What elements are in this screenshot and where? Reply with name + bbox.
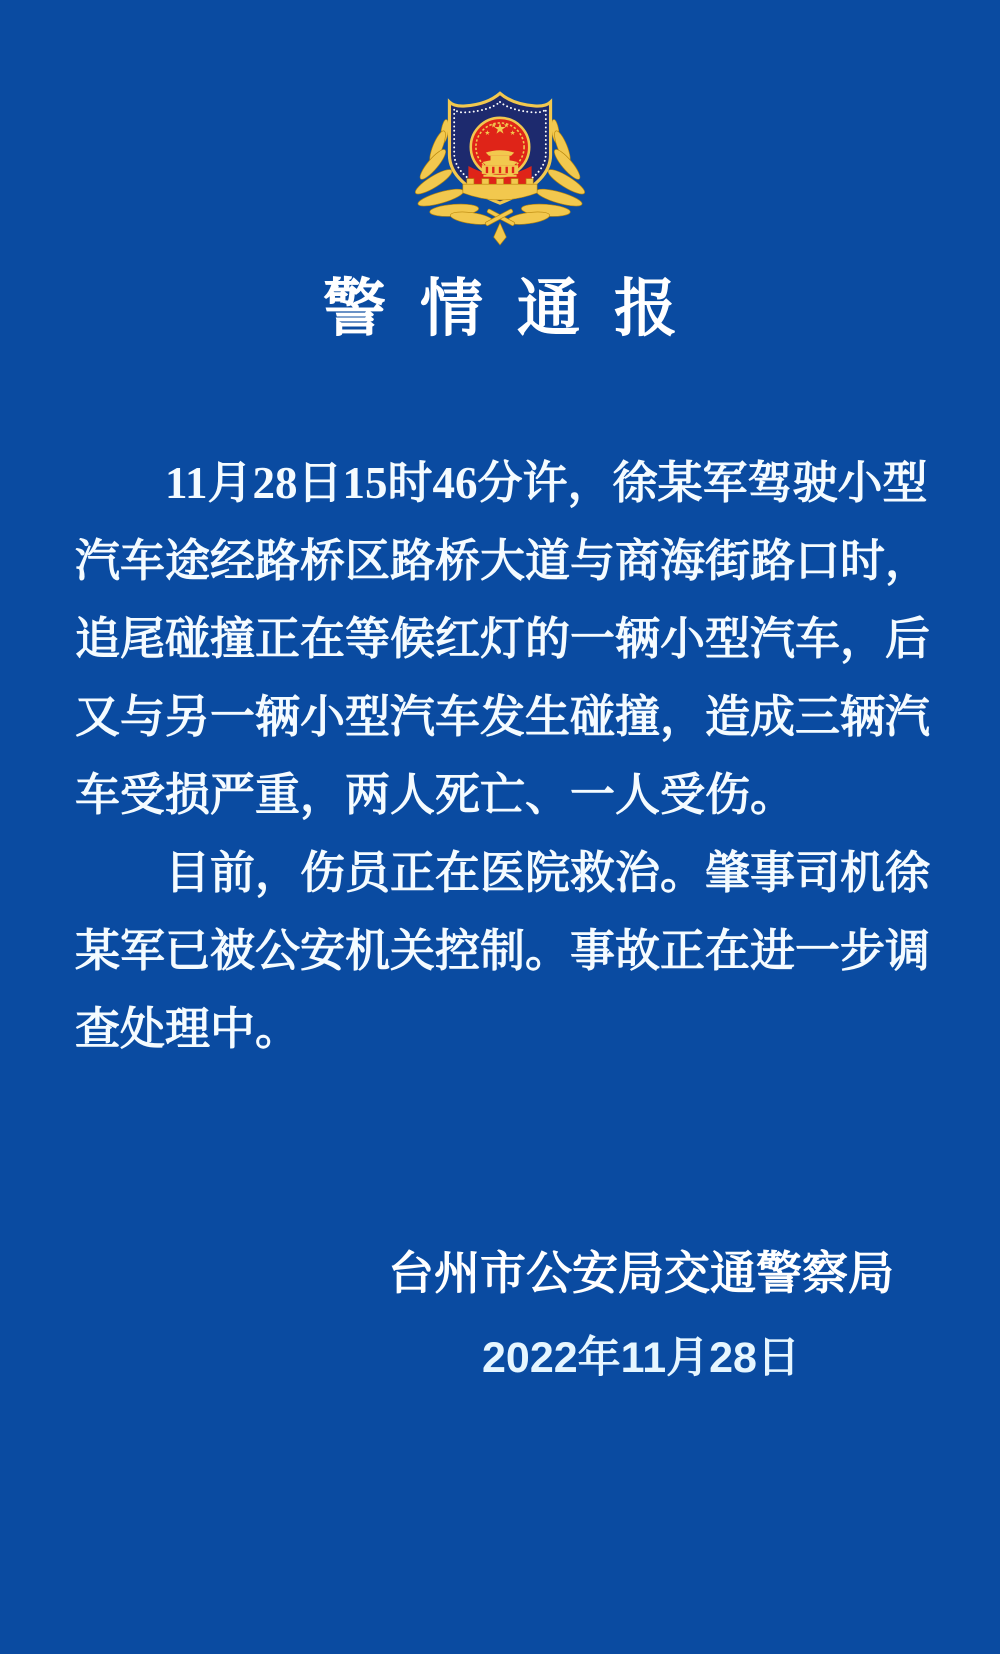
body-line: 11月28日15时46分许，徐某军驾驶小型 <box>165 458 928 508</box>
body-line: 追尾碰撞正在等候红灯的一辆小型汽车，后 <box>75 614 931 664</box>
issuing-authority: 台州市公安局交通警察局 <box>388 1248 894 1299</box>
body-line: 查处理中。 <box>75 1004 301 1054</box>
national-emblem-icon <box>471 118 529 177</box>
body-line: 又与另一辆小型汽车发生碰撞，造成三辆汽 <box>75 692 931 742</box>
body-line: 车受损严重，两人死亡、一人受伤。 <box>75 770 796 820</box>
great-wall-icon <box>463 179 537 200</box>
body-line: 汽车途经路桥区路桥大道与商海街路口时， <box>75 536 931 586</box>
body-line: 目前，伤员正在医院救治。肇事司机徐 <box>165 848 931 898</box>
paragraph <box>75 444 931 834</box>
police-badge-icon <box>421 82 579 250</box>
bulletin-body <box>75 444 931 1068</box>
issue-date: 2022年11月28日 <box>482 1334 800 1382</box>
footer <box>388 1244 894 1386</box>
body-line: 某军已被公安机关控制。事故正在进一步调 <box>75 926 931 976</box>
page-title: 警情通报 <box>323 274 711 344</box>
police-badge-svg <box>421 82 579 250</box>
paragraph <box>75 834 931 1068</box>
